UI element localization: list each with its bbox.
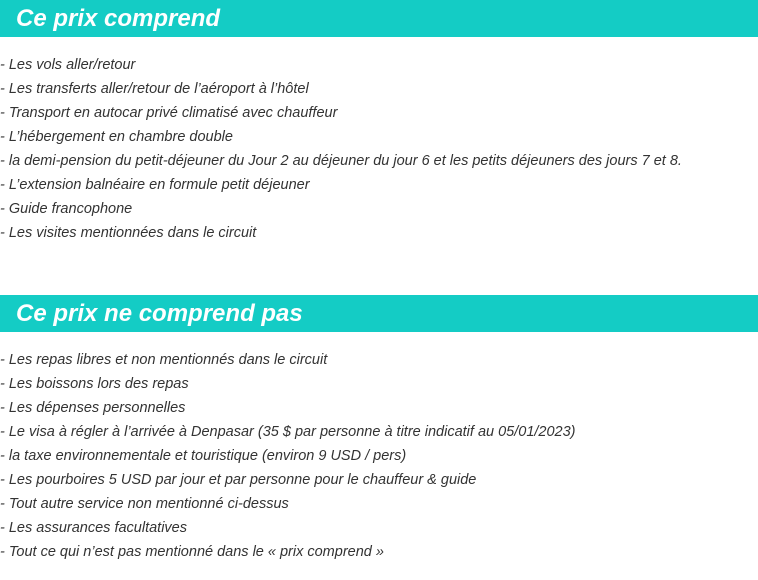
list-item: - Les dépenses personnelles: [0, 400, 186, 416]
excluded-items-list: [0, 348, 758, 564]
list-item: - Les vols aller/retour: [0, 57, 136, 73]
list-item: - Les assurances facultatives: [0, 520, 187, 536]
list-item: - L’hébergement en chambre double: [0, 129, 233, 145]
list-item: - Les visites mentionnées dans le circuit: [0, 225, 257, 241]
list-item: - la taxe environnementale et touristique (environ 9 USD / pers): [0, 448, 407, 464]
list-item: - la demi-pension du petit-déjeuner du Jour 2 au déjeuner du jour 6 et les petits déjeuners des jours 7 et 8.: [0, 153, 682, 169]
list-item: - Les boissons lors des repas: [0, 376, 189, 392]
list-item: - Transport en autocar privé climatisé avec chauffeur: [0, 105, 338, 121]
list-item: - Les repas libres et non mentionnés dans le circuit: [0, 352, 328, 368]
excluded-section-title: Ce prix ne comprend pas: [0, 295, 758, 332]
list-item: - L’extension balnéaire en formule petit déjeuner: [0, 177, 310, 193]
list-item: - Les pourboires 5 USD par jour et par personne pour le chauffeur & guide: [0, 472, 477, 488]
included-items-list: [0, 53, 758, 245]
list-item: - Les transferts aller/retour de l’aéroport à l’hôtel: [0, 81, 309, 97]
list-item: - Guide francophone: [0, 201, 133, 217]
list-item: - Le visa à régler à l’arrivée à Denpasar (35 $ par personne à titre indicatif au 05/01/2023): [0, 424, 576, 440]
included-section-title: Ce prix comprend: [0, 0, 758, 37]
list-item: - Tout ce qui n’est pas mentionné dans le « prix comprend »: [0, 544, 384, 560]
list-item: - Tout autre service non mentionné ci-dessus: [0, 496, 289, 512]
